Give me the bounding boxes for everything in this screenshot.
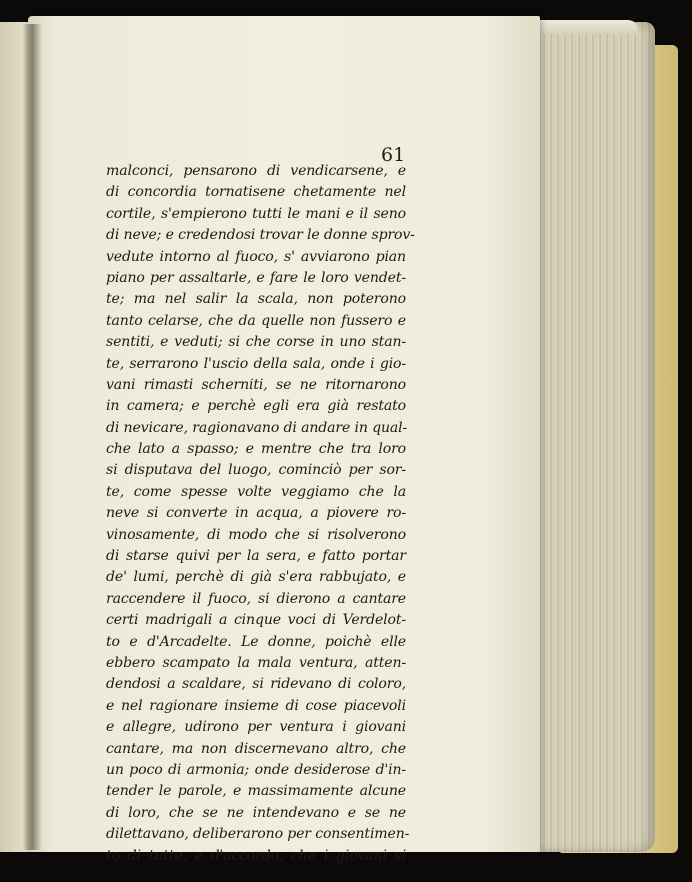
text-line: de' lumi, perchè di già s'era rabbujato, e [106,569,406,586]
text-line: in camera; e perchè egli era già restato [106,398,406,415]
text-line: malconci, pensarono di vendicarsene, e [106,163,406,179]
text-line: e nel ragionare insieme di cose piacevoli [106,697,406,714]
text-line: tender le parole, e massimamente alcune [106,783,406,800]
text-line: to e d'Arcadelte. Le donne, poichè elle [106,633,406,650]
text-line: sentiti, e veduti; si che corse in uno stan- [106,334,406,351]
text-line: te, come spesse volte veggiamo che la [106,483,406,500]
book-gutter [22,24,42,850]
text-line: di nevicare, ragionavano di andare in qual- [106,419,408,436]
text-line: dendosi a scaldare, si ridevano di coloro, [106,676,406,693]
text-line: te, serrarono l'uscio della sala, onde i gio- [106,355,406,372]
text-line: di neve; e credendosi trovar le donne sprov- [106,227,415,244]
text-line: di concordia tornatisene chetamente nel [106,184,406,201]
book-page [28,16,540,864]
text-line: vedute intorno al fuoco, s' avviarono pian [106,248,406,265]
text-line: un poco di armonia; onde desiderose d'in- [106,761,406,778]
text-line: certi madrigali a cinque voci di Verdelot- [106,612,406,629]
text-line: cantare, ma non discernevano altro, che [106,740,406,757]
text-line: dilettavano, deliberarono per consentimen- [106,826,410,843]
text-line: to di tutte, e d'accordo, che i giovani si [106,847,406,864]
text-line: piano per assaltarle, e fare le loro vendet- [106,269,406,286]
page-number: 61 [381,144,406,166]
text-line: tanto celarse, che da quelle non fussero e [106,312,406,329]
text-line: di starse quivi per la sera, e fatto portar [106,548,406,565]
fore-edge-page-stack [525,22,655,852]
text-line: cortile, s'empierono tutti le mani e il seno [106,205,406,222]
text-line: vani rimasti scherniti, se ne ritornarono [106,376,406,393]
text-line: ebbero scampato la mala ventura, atten- [106,654,406,671]
text-line: di loro, che se ne intendevano e se ne [106,804,406,821]
text-line: neve si converte in acqua, a piovere ro- [106,505,406,522]
text-line: si disputava del luogo, cominciò per sor- [106,462,406,479]
text-line: vinosamente, di modo che si risolverono [106,526,406,543]
text-line: te; ma nel salir la scala, non poterono [106,291,406,308]
text-line: raccendere il fuoco, si dierono a cantare [106,590,406,607]
text-line: che lato a spasso; e mentre che tra loro [106,441,406,458]
text-line: e allegre, udirono per ventura i giovani [106,719,406,736]
page-body-text [106,161,415,867]
